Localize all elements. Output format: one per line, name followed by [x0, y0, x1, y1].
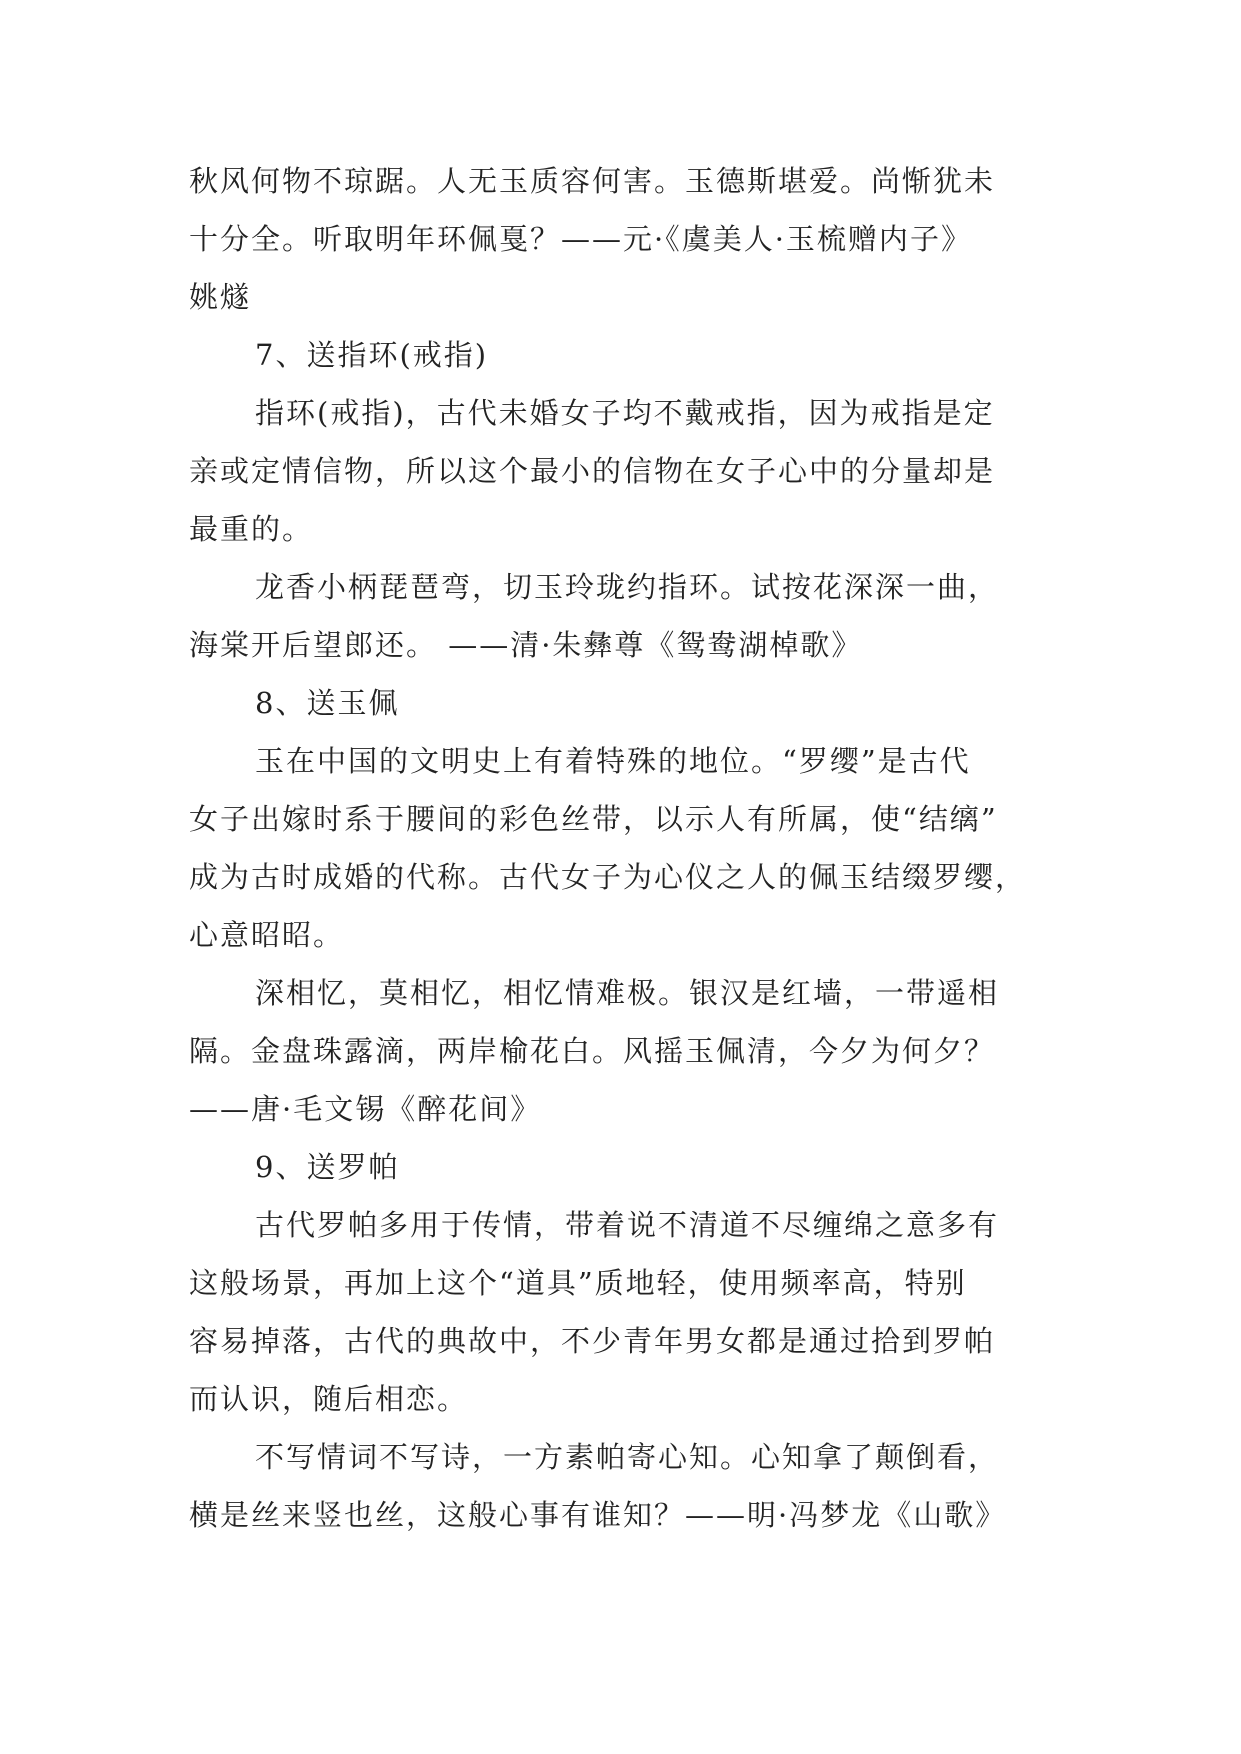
- poem-handkerchief: [189, 1428, 1051, 1544]
- text-line: 玉在中国的文明史上有着特殊的地位。“罗缨”是古代: [255, 744, 971, 778]
- text-line: 古代罗帕多用于传情，带着说不清道不尽缠绵之意多有: [255, 1208, 1000, 1242]
- text-line: 这般场景，再加上这个“道具”质地轻，使用频率高，特别: [189, 1266, 967, 1300]
- text-line: 海棠开后望郎还。 ——清·朱彝尊《鸳鸯湖棹歌》: [189, 628, 863, 662]
- text-line: 心意昭昭。: [189, 918, 345, 952]
- poem-ring: [189, 558, 1051, 674]
- text-line: 最重的。: [189, 512, 314, 546]
- text-line: 而认识，随后相恋。: [189, 1382, 469, 1416]
- text-line: 龙香小柄琵琶弯，切玉玲珑约指环。试按花深深一曲，: [255, 570, 1000, 604]
- text-line: 横是丝来竖也丝，这般心事有谁知？——明·冯梦龙《山歌》: [189, 1498, 1007, 1532]
- text-line: 女子出嫁时系于腰间的彩色丝带，以示人有所属，使“结缡”: [189, 802, 998, 836]
- section-heading-ring: 7、送指环(戒指): [255, 338, 489, 372]
- poem-continuation: [189, 152, 1051, 326]
- text-line: 十分全。听取明年环佩戛？——元·《虞美人·玉梳赠内子》: [189, 222, 972, 256]
- poem-jade: [189, 964, 1051, 1138]
- text-line: 姚燧: [189, 280, 252, 314]
- section-heading-handkerchief: 9、送罗帕: [255, 1150, 400, 1184]
- text-line: ——唐·毛文锡《醉花间》: [189, 1092, 542, 1126]
- paragraph-ring-intro: [189, 384, 1051, 558]
- text-line: 隔。金盘珠露滴，两岸榆花白。风摇玉佩清，今夕为何夕？: [189, 1034, 996, 1068]
- text-line: 深相忆，莫相忆，相忆情难极。银汉是红墙，一带遥相: [255, 976, 1000, 1010]
- text-line: 容易掉落，古代的典故中，不少青年男女都是通过拾到罗帕: [189, 1324, 996, 1358]
- text-line: 不写情词不写诗，一方素帕寄心知。心知拿了颠倒看，: [255, 1440, 1000, 1474]
- text-line: 成为古时成婚的代称。古代女子为心仪之人的佩玉结缀罗缨，: [189, 860, 1027, 894]
- text-line: 秋风何物不琼踞。人无玉质容何害。玉德斯堪爱。尚惭犹未: [189, 164, 996, 198]
- section-heading-jade: 8、送玉佩: [255, 686, 400, 720]
- text-line: 指环(戒指)，古代未婚女子均不戴戒指，因为戒指是定: [255, 396, 995, 430]
- text-line: 亲或定情信物，所以这个最小的信物在女子心中的分量却是: [189, 454, 996, 488]
- paragraph-jade-intro: [189, 732, 1051, 964]
- paragraph-handkerchief-intro: [189, 1196, 1051, 1428]
- document-body: [189, 152, 1051, 1544]
